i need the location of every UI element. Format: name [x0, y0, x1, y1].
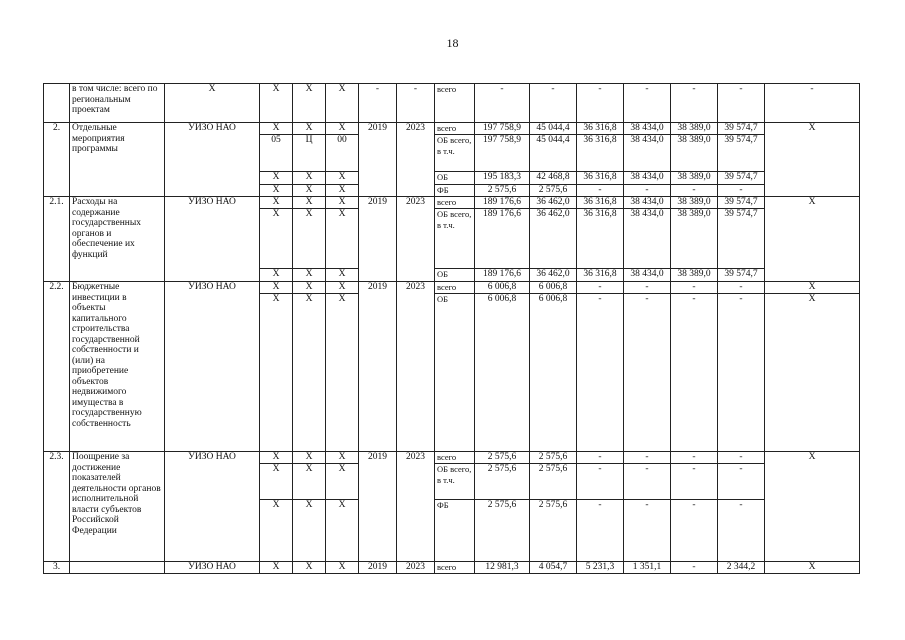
year-2023-cell: - — [718, 464, 765, 500]
note-cell: X — [765, 452, 860, 562]
row-number-cell: 2.2. — [44, 282, 70, 452]
year-2022-cell: 38 389,0 — [671, 135, 718, 172]
row-number-cell: 2.3. — [44, 452, 70, 562]
code-1-cell: X — [260, 185, 293, 197]
year-2021-cell: 38 434,0 — [624, 269, 671, 282]
year-2021-cell: - — [624, 84, 671, 123]
year-2023-cell: - — [718, 282, 765, 294]
start-year-cell: 2019 — [359, 197, 397, 282]
code-2-cell: X — [293, 562, 326, 574]
start-year-cell: 2019 — [359, 282, 397, 452]
funding-source-cell: всего — [435, 452, 475, 464]
year-2019-cell: 6 006,8 — [530, 294, 577, 452]
total-cell: 2 575,6 — [475, 185, 530, 197]
year-2022-cell: 38 389,0 — [671, 172, 718, 185]
note-cell: X — [765, 197, 860, 282]
year-2020-cell: 5 231,3 — [577, 562, 624, 574]
activity-name-cell: Поощрение за достижение показателей деятельности органов исполнительной власти субъектов Российской Федерации — [70, 452, 165, 562]
end-year-cell: 2023 — [397, 197, 435, 282]
activity-name-cell: Расходы на содержание государственных органов и обеспечение их функций — [70, 197, 165, 282]
year-2023-cell: - — [718, 500, 765, 562]
executor-cell: УИЗО НАО — [165, 123, 260, 197]
year-2020-cell: - — [577, 185, 624, 197]
start-year-cell: 2019 — [359, 452, 397, 562]
executor-cell: УИЗО НАО — [165, 197, 260, 282]
total-cell: 189 176,6 — [475, 209, 530, 269]
year-2019-cell: 36 462,0 — [530, 209, 577, 269]
year-2022-cell: - — [671, 452, 718, 464]
year-2021-cell: - — [624, 452, 671, 464]
code-3-cell: X — [326, 452, 359, 464]
code-1-cell: X — [260, 282, 293, 294]
code-3-cell: X — [326, 123, 359, 135]
year-2021-cell: 38 434,0 — [624, 135, 671, 172]
year-2020-cell: - — [577, 452, 624, 464]
end-year-cell: - — [397, 84, 435, 123]
code-2-cell: X — [293, 294, 326, 452]
code-2-cell: X — [293, 123, 326, 135]
year-2022-cell: 38 389,0 — [671, 197, 718, 209]
code-3-cell: X — [326, 185, 359, 197]
table-row — [44, 282, 860, 294]
table-row — [44, 562, 860, 574]
year-2023-cell: 39 574,7 — [718, 172, 765, 185]
table-row — [44, 123, 860, 135]
code-3-cell: X — [326, 562, 359, 574]
table-row — [44, 84, 860, 123]
year-2023-cell: 39 574,7 — [718, 197, 765, 209]
executor-cell: УИЗО НАО — [165, 562, 260, 574]
total-cell: 197 758,9 — [475, 135, 530, 172]
year-2020-cell: 36 316,8 — [577, 135, 624, 172]
funding-source-cell: ОБ всего, в т.ч. — [435, 464, 475, 500]
funding-source-cell: ОБ — [435, 269, 475, 282]
code-1-cell: X — [260, 209, 293, 269]
code-1-cell: 05 — [260, 135, 293, 172]
code-3-cell: X — [326, 269, 359, 282]
code-3-cell: X — [326, 84, 359, 123]
year-2022-cell: 38 389,0 — [671, 123, 718, 135]
total-cell: 2 575,6 — [475, 500, 530, 562]
code-1-cell: X — [260, 464, 293, 500]
year-2021-cell: 38 434,0 — [624, 123, 671, 135]
year-2020-cell: 36 316,8 — [577, 197, 624, 209]
year-2023-cell: - — [718, 452, 765, 464]
code-1-cell: X — [260, 452, 293, 464]
activity-name-cell: Бюджетные инвестиции в объекты капитального строительства государственной собственности и (или) на приобретение объектов недвижимого имущества в государственную собственность — [70, 282, 165, 452]
code-1-cell: X — [260, 294, 293, 452]
note-cell: X — [765, 562, 860, 574]
year-2023-cell: 39 574,7 — [718, 135, 765, 172]
activity-name-cell: в том числе: всего по региональным проектам — [70, 84, 165, 123]
page-number: 18 — [446, 36, 459, 50]
year-2022-cell: 38 389,0 — [671, 209, 718, 269]
year-2023-cell: - — [718, 185, 765, 197]
year-2019-cell: - — [530, 84, 577, 123]
code-2-cell: X — [293, 84, 326, 123]
year-2019-cell: 42 468,8 — [530, 172, 577, 185]
funding-source-cell: ОБ — [435, 294, 475, 452]
note-cell: X — [765, 123, 860, 197]
funding-source-cell: всего — [435, 562, 475, 574]
year-2023-cell: - — [718, 294, 765, 452]
code-1-cell: X — [260, 197, 293, 209]
row-number-cell — [44, 84, 70, 123]
code-1-cell: X — [260, 562, 293, 574]
end-year-cell: 2023 — [397, 452, 435, 562]
code-3-cell: X — [326, 209, 359, 269]
year-2021-cell: - — [624, 294, 671, 452]
funding-source-cell: ОБ — [435, 172, 475, 185]
year-2019-cell: 45 044,4 — [530, 135, 577, 172]
code-2-cell: X — [293, 172, 326, 185]
code-2-cell: X — [293, 269, 326, 282]
row-number-cell: 2. — [44, 123, 70, 197]
funding-source-cell: всего — [435, 197, 475, 209]
table-row — [44, 452, 860, 464]
note-cell: - — [765, 84, 860, 123]
note-cell: X — [765, 294, 860, 452]
year-2021-cell: 38 434,0 — [624, 197, 671, 209]
total-cell: 6 006,8 — [475, 294, 530, 452]
year-2023-cell: 39 574,7 — [718, 123, 765, 135]
funding-source-cell: ОБ всего, в т.ч. — [435, 209, 475, 269]
activity-name-cell — [70, 562, 165, 574]
year-2021-cell: 38 434,0 — [624, 209, 671, 269]
total-cell: 189 176,6 — [475, 269, 530, 282]
total-cell: 195 183,3 — [475, 172, 530, 185]
total-cell: 6 006,8 — [475, 282, 530, 294]
end-year-cell: 2023 — [397, 562, 435, 574]
year-2019-cell: 2 575,6 — [530, 464, 577, 500]
year-2021-cell: 38 434,0 — [624, 172, 671, 185]
code-2-cell: X — [293, 452, 326, 464]
code-3-cell: X — [326, 500, 359, 562]
start-year-cell: 2019 — [359, 562, 397, 574]
executor-cell: X — [165, 84, 260, 123]
year-2020-cell: 36 316,8 — [577, 123, 624, 135]
year-2022-cell: - — [671, 84, 718, 123]
year-2020-cell: - — [577, 464, 624, 500]
code-2-cell: X — [293, 500, 326, 562]
code-3-cell: 00 — [326, 135, 359, 172]
year-2023-cell: 39 574,7 — [718, 209, 765, 269]
year-2021-cell: - — [624, 500, 671, 562]
total-cell: 197 758,9 — [475, 123, 530, 135]
funding-source-cell: всего — [435, 84, 475, 123]
year-2020-cell: - — [577, 500, 624, 562]
total-cell: 2 575,6 — [475, 452, 530, 464]
year-2019-cell: 36 462,0 — [530, 197, 577, 209]
year-2022-cell: 38 389,0 — [671, 269, 718, 282]
year-2022-cell: - — [671, 294, 718, 452]
start-year-cell: - — [359, 84, 397, 123]
note-cell: X — [765, 282, 860, 294]
total-cell: - — [475, 84, 530, 123]
year-2022-cell: - — [671, 500, 718, 562]
executor-cell: УИЗО НАО — [165, 452, 260, 562]
year-2021-cell: - — [624, 282, 671, 294]
code-3-cell: X — [326, 282, 359, 294]
start-year-cell: 2019 — [359, 123, 397, 197]
code-2-cell: Ц — [293, 135, 326, 172]
year-2021-cell: - — [624, 464, 671, 500]
funding-source-cell: ФБ — [435, 500, 475, 562]
year-2019-cell: 36 462,0 — [530, 269, 577, 282]
year-2019-cell: 45 044,4 — [530, 123, 577, 135]
end-year-cell: 2023 — [397, 282, 435, 452]
year-2019-cell: 4 054,7 — [530, 562, 577, 574]
code-2-cell: X — [293, 464, 326, 500]
year-2021-cell: 1 351,1 — [624, 562, 671, 574]
year-2019-cell: 6 006,8 — [530, 282, 577, 294]
code-3-cell: X — [326, 464, 359, 500]
year-2019-cell: 2 575,6 — [530, 452, 577, 464]
year-2022-cell: - — [671, 185, 718, 197]
row-number-cell: 3. — [44, 562, 70, 574]
year-2022-cell: - — [671, 562, 718, 574]
code-3-cell: X — [326, 197, 359, 209]
year-2020-cell: - — [577, 282, 624, 294]
year-2022-cell: - — [671, 464, 718, 500]
code-2-cell: X — [293, 185, 326, 197]
code-1-cell: X — [260, 500, 293, 562]
code-1-cell: X — [260, 269, 293, 282]
year-2020-cell: 36 316,8 — [577, 209, 624, 269]
funding-source-cell: ОБ всего, в т.ч. — [435, 135, 475, 172]
year-2020-cell: 36 316,8 — [577, 172, 624, 185]
year-2019-cell: 2 575,6 — [530, 500, 577, 562]
executor-cell: УИЗО НАО — [165, 282, 260, 452]
code-2-cell: X — [293, 197, 326, 209]
year-2020-cell: - — [577, 84, 624, 123]
year-2023-cell: 2 344,2 — [718, 562, 765, 574]
table-row — [44, 197, 860, 209]
total-cell: 12 981,3 — [475, 562, 530, 574]
year-2022-cell: - — [671, 282, 718, 294]
funding-source-cell: ФБ — [435, 185, 475, 197]
funding-source-cell: всего — [435, 282, 475, 294]
row-number-cell: 2.1. — [44, 197, 70, 282]
code-2-cell: X — [293, 282, 326, 294]
code-3-cell: X — [326, 172, 359, 185]
year-2021-cell: - — [624, 185, 671, 197]
budget-table — [43, 83, 860, 574]
end-year-cell: 2023 — [397, 123, 435, 197]
year-2019-cell: 2 575,6 — [530, 185, 577, 197]
total-cell: 189 176,6 — [475, 197, 530, 209]
code-1-cell: X — [260, 84, 293, 123]
year-2023-cell: - — [718, 84, 765, 123]
year-2020-cell: - — [577, 294, 624, 452]
year-2020-cell: 36 316,8 — [577, 269, 624, 282]
code-1-cell: X — [260, 123, 293, 135]
year-2023-cell: 39 574,7 — [718, 269, 765, 282]
code-1-cell: X — [260, 172, 293, 185]
total-cell: 2 575,6 — [475, 464, 530, 500]
code-3-cell: X — [326, 294, 359, 452]
code-2-cell: X — [293, 209, 326, 269]
activity-name-cell: Отдельные мероприятия программы — [70, 123, 165, 197]
funding-source-cell: всего — [435, 123, 475, 135]
